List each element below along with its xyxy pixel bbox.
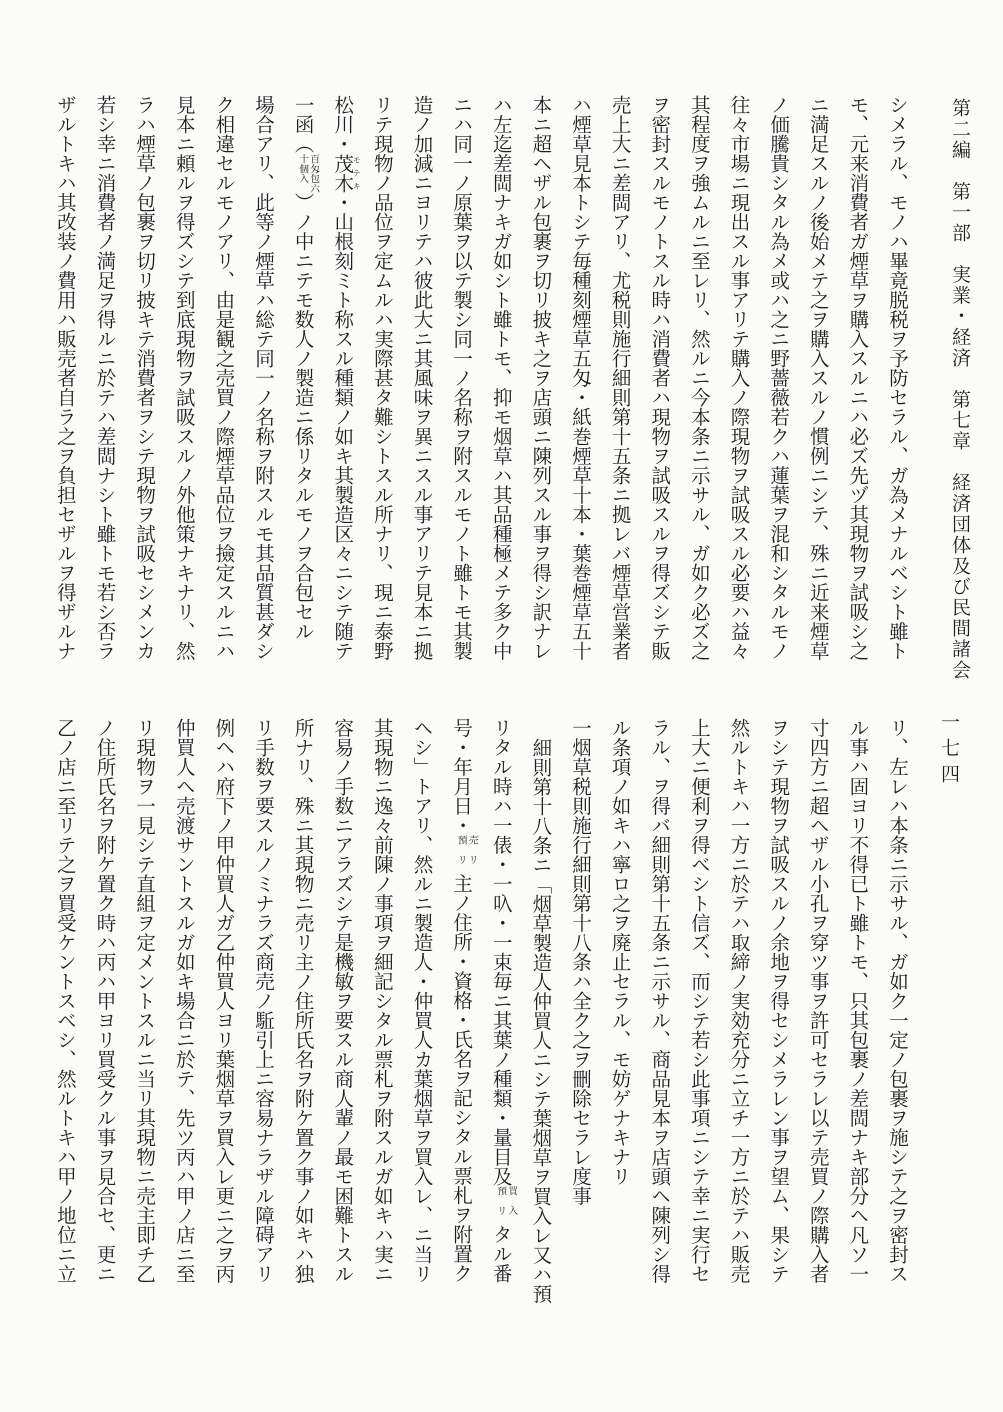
line-segment: 松川・ [331,95,355,154]
text-line: ラル、ヲ得バ細則第十五条ニ示サル、商品見本ヲ店頭ヘ陳列シ得 [648,718,672,1284]
text-line: シメラル、モノハ畢竟脱税ヲ予防セラル、ガ為メナルベシト雖ト [886,95,909,661]
text-line: 上大ニ便利ヲ得ベシト信ズ、而シテ若シ此事項ニシテ幸ニ実行セ [687,718,711,1284]
text-line: 売上大ニ差閊アリ、尤税則施行細則第十五条ニ拠レバ煙草営業者 [608,95,632,661]
text-line-with-ruby [323,95,363,690]
upper-text-block [45,95,917,690]
text-line: 往々市場ニ現出スル事アリテ購入ノ際現物ヲ試吸スル必要ハ益々 [727,95,751,661]
page-number: 一七四 [938,712,960,790]
text-line: 然ルトキハ一方ニ於テハ取締ノ実効充分ニ立チ一方ニ於テハ販売 [727,718,751,1284]
warichu-line: 十個入 [297,153,309,183]
text-line: ラハ煙草ノ包裹ヲ切リ披キテ消費者ヲシテ現物ヲ試吸セシメンカ [133,95,157,661]
text-line: ザルトキハ其改装ノ費用ハ販売者自ラ之ヲ負担セザルヲ得ザルナ [53,95,77,661]
line-segment: 号・年月日・ [450,718,474,835]
text-line: 其現物ニ逸々前陳ノ事項ヲ細記シタル票札ヲ附スルガ如キハ実ニ [370,718,394,1284]
warichu-line: 預リ [495,1186,507,1225]
line-segment: リタル時ハ一俵・一叺・一束毎ニ其葉ノ種類・量目及 [489,718,513,1186]
text-line: 若シ幸ニ消費者ノ満足ヲ得ルニ於テハ差閊ナシト雖トモ若シ否ラ [93,95,117,661]
text-line: リ、左レハ本条ニ示サル、ガ如ク一定ノ包裹ヲ施シテ之ヲ密封ス [886,718,909,1284]
section-heading-line: 一烟草税則施行細則第十八条ハ全ク之ヲ刪除セラレ度事 [569,718,592,1206]
text-line: ヲ密封スルモノトスル時ハ消費者ハ現物ヲ試吸スルヲ得ズシテ販 [648,95,672,661]
text-line: ノ価騰貴シタル為メ或ハ之ニ野薔薇若クハ蓮葉ヲ混和シタルモノ [767,95,791,661]
ruby-text: モテキ [352,153,362,193]
text-line: ル事ハ固ヨリ不得已ト雖トモ、只其包裹ノ差閊ナキ部分ヘ凡ソ一 [846,718,870,1284]
text-line: 仲買人ヘ売渡サントスルガ如キ場合ニ於テ、先ツ丙ハ甲ノ店ニ至 [172,718,196,1284]
text-line: 寸四方ニ超ヘザル小孔ヲ穿ツ事ヲ許可セラレ以テ売買ノ際購入者 [806,718,830,1284]
text-line: 例ヘハ府下ノ甲仲買人ガ乙仲買人ヨリ葉烟草ヲ買入レ更ニ之ヲ丙 [212,718,236,1284]
text-line: リ現物ヲ一見シテ直組ヲ定メントスルニ当リ其現物ニ売主即チ乙 [133,718,157,1284]
warichu-line: 百匁包六 [308,153,320,193]
line-segment: 一函（ [291,95,315,154]
line-segment: タル番 [489,1224,513,1283]
text-line: ハ左迄差閊ナキガ如シト雖トモ、抑モ烟草ハ其品種極メテ多ク中 [489,95,513,661]
text-line: 其程度ヲ強ムルニ至レリ、然ルニ今本条ニ示サル、ガ如ク必ズ之 [687,95,711,661]
text-line: ニ満足スルノ後始メテ之ヲ購入スルノ慣例ニシテ、殊ニ近来煙草 [806,95,830,661]
text-line: 所ナリ、殊ニ其現物ニ売リ主ノ住所氏名ヲ附ケ置ク事ノ如キハ独 [291,718,315,1284]
text-line: ル条項ノ如キハ寧ロ之ヲ廃止セラル、モ妨ゲナキナリ [608,718,632,1186]
text-line-with-warichu [283,95,323,690]
warichu-note [456,835,478,874]
line-segment: ・山根刻ミト称スル種類ノ如キ其製造区々ニシテ随テ [331,192,355,661]
text-line: ハ煙草見本トシテ毎種刻煙草五匁・紙巻煙草十本・葉巻煙草五十 [569,95,592,661]
warichu-line: 買入 [506,1186,518,1225]
running-head: 第二編 第一部 実業・経済 第七章 経済団体及び民間諸会 [949,98,971,681]
ruby-annotation [331,153,362,193]
text-line: リテ現物ノ品位ヲ定ムルハ実際甚タ難シトスル所ナリ、現ニ泰野 [370,95,394,661]
text-line: ク相違セルモノアリ、由是観之売買ノ際煙草品位ヲ撿定スルニハ [212,95,236,661]
line-segment: ）ノ中ニテモ数人ノ製造ニ係リタルモノヲ合包セル [291,192,315,641]
text-line: 見本ニ頼ルヲ得ズシテ到底現物ヲ試吸スルノ外他策ナキナリ、然 [172,95,196,661]
warichu-line: 預リ [455,835,467,874]
text-line-with-warichu [481,718,521,1313]
warichu-line: 売リ [466,835,478,874]
text-line: 乙ノ店ニ至リテ之ヲ買受ケントスベシ、然ルトキハ甲ノ地位ニ立 [53,718,77,1284]
text-line: リ手数ヲ要スルノミナラズ商売ノ駈引上ニ容易ナラザル障碍アリ [252,718,275,1284]
text-line: 細則第十八条ニ「烟草製造人仲買人ニシテ葉烟草ヲ買入レ又ハ預 [529,737,553,1303]
warichu-note [297,154,319,193]
text-line: ヲシテ現物ヲ試吸スルノ余地ヲ得セシメラレン事ヲ望ム、果シテ [767,718,791,1284]
text-line: 本ニ超ヘザル包裹ヲ切リ披キ之ヲ店頭ニ陳列スル事ヲ得シ訳ナレ [529,95,553,661]
text-line: 場合アリ、此等ノ煙草ハ総テ同一ノ名称ヲ附スルモ其品質甚ダシ [252,95,275,661]
lower-text-block [45,718,917,1313]
line-segment: 主ノ住所・資格・氏名ヲ記シタル票札ヲ附置ク [450,873,474,1283]
text-line-with-warichu [442,718,482,1313]
text-line: ニハ同一ノ原葉ヲ以テ製シ同一ノ名称ヲ附スルモノト雖トモ其製 [450,95,474,661]
text-line: モ、元来消費者ガ煙草ヲ購入スルニハ必ズ先ヅ其現物ヲ試吸シ之 [846,95,870,661]
ruby-base: 茂木 [331,153,355,193]
text-line: ノ住所氏名ヲ附ケ置ク時ハ丙ハ甲ヨリ買受クル事ヲ見合セ、更ニ [93,718,117,1284]
text-line: 容易ノ手数ニアラズシテ是機敏ヲ要スル商人輩ノ最モ困難トスル [331,718,355,1284]
text-line: ヘシ」トアリ、然ルニ製造人・仲買人カ葉烟草ヲ買入レ、ニ当リ [410,718,434,1284]
warichu-note [495,1186,517,1225]
text-line: 造ノ加減ニヨリテハ彼此大ニ其風味ヲ異ニスル事アリテ見本ニ拠 [410,95,434,661]
